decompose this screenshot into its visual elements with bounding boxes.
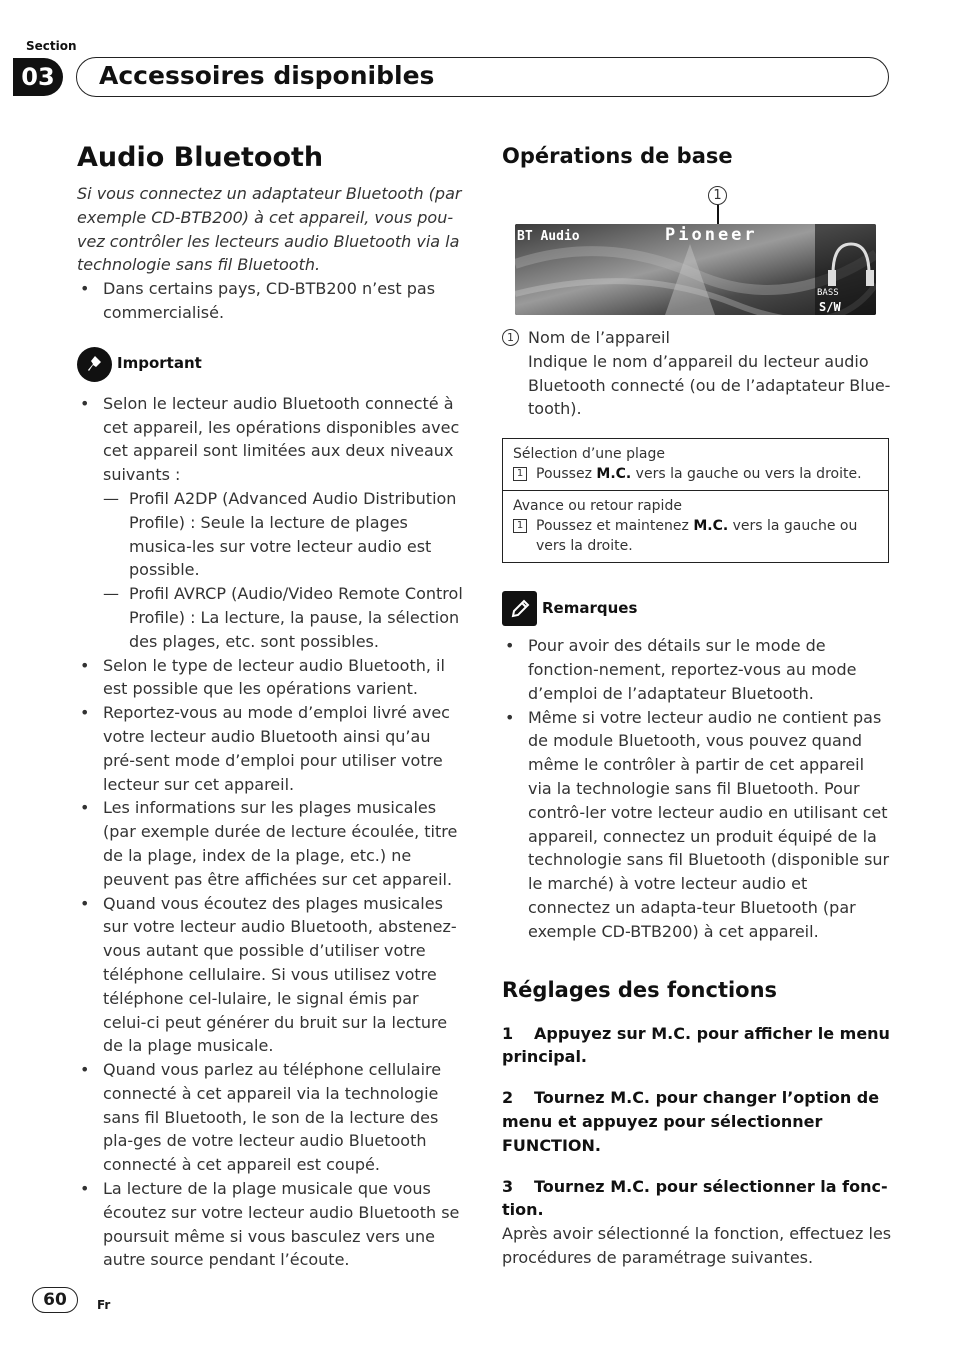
- intro-paragraph: Si vous connectez un adaptateur Bluetooth (par exemple CD-BTB200) à cet appareil, vous pou-vez contrôler les lecteurs audio Bluetooth via la technologie sans fil Bluetooth.: [77, 184, 462, 275]
- important-icon: [77, 347, 112, 382]
- step-3: [502, 1175, 892, 1223]
- step-text: Tournez M.C. pour sélectionner la fonc-tion.: [502, 1176, 888, 1220]
- step-text: Tournez M.C. pour changer l’option de menu et appuyez pour sélectionner FUNCTION.: [502, 1088, 880, 1155]
- page-number: 60: [32, 1287, 78, 1313]
- table-cell: [503, 491, 889, 563]
- description-title: Nom de l’appareil: [528, 328, 670, 347]
- list-item: • La lecture de la plage musicale que vous écoutez sur votre lecteur audio Bluetooth se poursuit même si vous basculez vers une autre source pendant l’écoute.: [77, 1177, 467, 1272]
- operation-key: M.C.: [693, 518, 729, 535]
- section-number-badge: 03: [13, 58, 63, 96]
- operation-text: [536, 516, 878, 556]
- settings-title: Réglages des fonctions: [502, 977, 778, 1002]
- list-item: • Pour avoir des détails sur le mode de fonction-nement, reportez-vous au mode d’emploi de l’adaptateur Bluetooth.: [502, 634, 892, 705]
- operation-post: vers la gauche ou vers la droite.: [631, 466, 862, 483]
- language-code: Fr: [97, 1298, 111, 1312]
- operation-step: [513, 464, 878, 484]
- step-3-description: Après avoir sélectionné la fonction, effectuez les procédures de paramétrage suivantes.: [502, 1224, 892, 1267]
- important-bullets: [77, 392, 467, 1272]
- step-1: [502, 1022, 892, 1070]
- pencil-icon: [502, 591, 537, 626]
- lcd-display: [515, 224, 876, 315]
- display-description: [502, 326, 892, 421]
- operation-heading: Sélection d’une plage: [513, 446, 665, 463]
- list-item: • Dans certains pays, CD-BTB200 n’est pas commercialisé.: [77, 277, 467, 325]
- description-body: [528, 326, 892, 421]
- list-item: • Quand vous écoutez des plages musicales sur votre lecteur audio Bluetooth, abstenez-vous autant que possible d’utiliser votre téléphone cellulaire. Si vous utilisez votre téléphone cel-lulaire, le signal émis par celui-ci peut générer du bruit sur la lecture de la plage musicale.: [77, 892, 467, 1059]
- left-column: [77, 141, 467, 1272]
- step-number: 2: [502, 1088, 514, 1108]
- remarks-label: Remarques: [542, 598, 638, 617]
- display-figure: [502, 141, 892, 326]
- list-item-text: Selon le lecteur audio Bluetooth connecté à cet appareil, les opérations disponibles avec cet appareil sont limitées aux deux niveaux suivants :: [103, 393, 460, 485]
- section-title: Audio Bluetooth: [77, 142, 324, 173]
- step-number: 1: [513, 519, 527, 533]
- operation-pre: Poussez: [536, 466, 597, 483]
- list-item: • Selon le type de lecteur audio Bluetooth, il est possible que les opérations varient.: [77, 654, 467, 702]
- step-number: 1: [513, 467, 527, 481]
- important-callout: [77, 347, 467, 382]
- lcd-sw-label: S/W: [819, 300, 841, 314]
- chapter-title: Accessoires disponibles: [99, 61, 435, 90]
- callout-number: 1: [708, 186, 727, 205]
- operations-table: [502, 438, 889, 563]
- list-item: • Reportez-vous au mode d’emploi livré avec votre lecteur audio Bluetooth ainsi qu’au pré-sent mode d’emploi pour utiliser votre lecteur sur cet appareil.: [77, 701, 467, 796]
- operation-step: [513, 516, 878, 556]
- intro-bullets: [77, 277, 467, 325]
- dash-item: — Profil A2DP (Advanced Audio Distribution Profile) : Seule la lecture de plages musica-les sur votre lecteur audio est possible.: [103, 487, 467, 582]
- step-text: Appuyez sur M.C. pour afficher le menu principal.: [502, 1023, 890, 1067]
- description-text: Indique le nom d’appareil du lecteur audio Bluetooth connecté (ou de l’adaptateur Blue-tooth).: [528, 351, 891, 419]
- list-item: • Même si votre lecteur audio ne contient pas de module Bluetooth, vous pouvez quand même le contrôler à partir de cet appareil via la technologie sans fil Bluetooth. Pour contrô-ler votre lecteur audio en utilisant cet appareil, connectez un produit équipé de la technologie sans fil Bluetooth (disponible sur le marché) à votre lecteur audio et connectez un adapta-teur Bluetooth (par exemple CD-BTB200) à cet appareil.: [502, 706, 892, 944]
- operation-text: [536, 464, 862, 484]
- remarks-callout: [502, 591, 892, 626]
- lcd-source-text: BT Audio: [517, 229, 580, 244]
- lcd-device-name: Pioneer: [665, 225, 758, 245]
- profile-list: [103, 487, 467, 654]
- operation-heading: Avance ou retour rapide: [513, 498, 682, 515]
- section-label: Section: [26, 39, 77, 53]
- table-cell: [503, 439, 889, 491]
- operation-post: vers la gauche ou vers la droite.: [536, 518, 858, 555]
- list-item: [77, 392, 467, 654]
- step-number: 1: [502, 1023, 514, 1043]
- operation-key: M.C.: [596, 466, 632, 483]
- dash-item: — Profil AVRCP (Audio/Video Remote Control Profile) : La lecture, la pause, la sélection des plages, etc. sont possibles.: [103, 582, 467, 653]
- step-number: 3: [502, 1176, 514, 1196]
- table-row: [503, 491, 889, 563]
- description-number: 1: [502, 329, 519, 346]
- right-column: [502, 141, 892, 1270]
- important-label: Important: [117, 354, 202, 373]
- table-row: [503, 439, 889, 491]
- lcd-bass-label: BASS: [817, 288, 839, 298]
- step-2: [502, 1086, 892, 1157]
- list-item: • Les informations sur les plages musicales (par exemple durée de lecture écoulée, titre de la plage, index de la plage, etc.) ne peuvent pas être affichées sur cet appareil.: [77, 796, 467, 891]
- operations-title: Opérations de base: [502, 144, 733, 168]
- remarks-bullets: [502, 634, 892, 943]
- operation-pre: Poussez et maintenez: [536, 518, 694, 535]
- list-item: • Quand vous parlez au téléphone cellulaire connecté à cet appareil via la technologie sans fil Bluetooth, le son de la lecture des pla-ges de votre lecteur audio Bluetooth connecté à cet appareil est coupé.: [77, 1058, 467, 1177]
